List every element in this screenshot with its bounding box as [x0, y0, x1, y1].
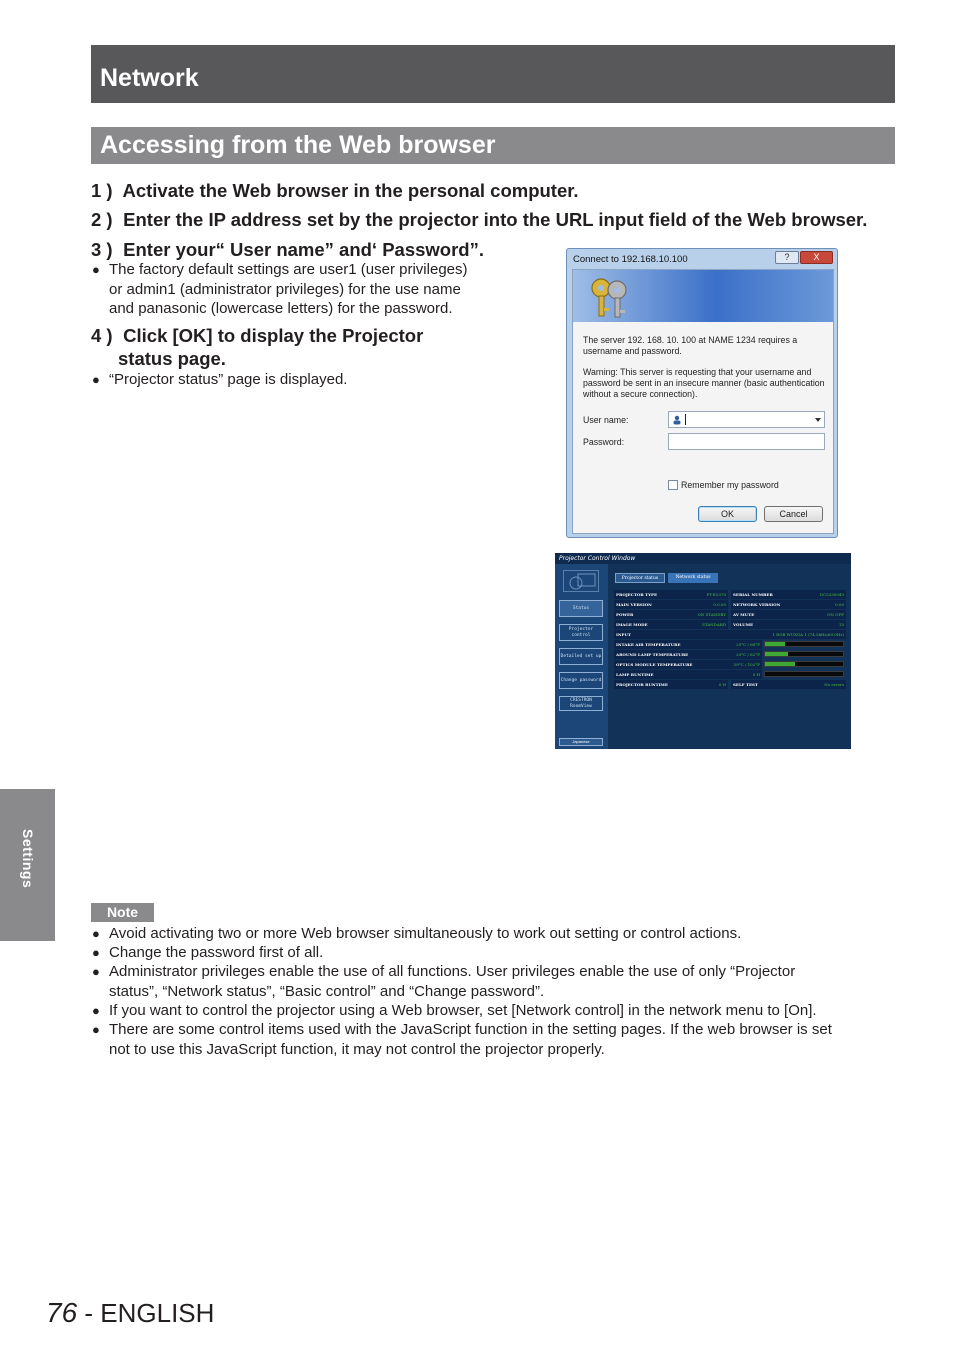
bullet-icon: ● [92, 1022, 100, 1037]
note-text: If you want to control the projector using a Web browser, set [Network control] in the network menu to [On]. [109, 1002, 817, 1019]
step-number: 4 ) [91, 325, 113, 346]
row-label: MAIN VERSION [614, 600, 728, 609]
dialog-warning [583, 367, 829, 399]
dialog-message [583, 335, 829, 357]
warning-line: Warning: This server is requesting that your username and [583, 367, 812, 377]
keys-icon [583, 274, 643, 320]
sidebar-item-crestron[interactable]: CRESTRON RoomView [559, 696, 603, 711]
table-row [614, 600, 846, 609]
lamp-bar [764, 671, 844, 677]
password-label: Password: [583, 437, 625, 447]
note-text: status”, “Network status”, “Basic control” and “Change password”. [109, 982, 545, 1000]
window-title: Projector Control Window [555, 553, 851, 564]
table-row [614, 620, 846, 629]
warning-line: password be sent in an insecure manner (basic authentication [583, 377, 825, 388]
table-row [614, 630, 846, 639]
settings-side-tab [0, 789, 55, 941]
tab-network-status[interactable]: Network status [668, 573, 718, 583]
table-row [614, 680, 846, 689]
tab-projector-status[interactable]: Projector status [615, 573, 665, 583]
row-label: OPTICS MODULE TEMPERATURE [614, 660, 762, 669]
note-text: Change the password first of all. [109, 944, 324, 961]
table-row [614, 650, 846, 659]
footer-language: ENGLISH [100, 1298, 215, 1328]
temperature-bar [764, 651, 844, 657]
bullet-line: and panasonic (lowercase letters) for the password. [109, 300, 453, 317]
table-row [614, 640, 846, 649]
dialog-title: Connect to 192.168.10.100 [573, 254, 688, 265]
row-label: SERIAL NUMBER [731, 590, 846, 599]
bullet-line: “Projector status” page is displayed. [109, 371, 348, 388]
ok-button[interactable]: OK [698, 506, 757, 522]
row-label: VOLUME [731, 620, 846, 629]
row-value: 39°C / 102°F [733, 662, 760, 667]
username-label: User name: [583, 415, 629, 425]
warning-line: without a secure connection). [583, 388, 698, 399]
page-footer [46, 1297, 214, 1329]
table-row [614, 590, 846, 599]
step-4 [91, 325, 423, 347]
sidebar-item-status[interactable]: Status [559, 600, 603, 617]
side-tab-label: Settings [20, 829, 36, 889]
table-row [614, 670, 846, 679]
bullet-line: or admin1 (administrator privileges) for the use name [109, 280, 461, 298]
status-panel [608, 564, 851, 749]
row-value: 29°C / 82°F [736, 652, 760, 657]
step-number: 2 ) [91, 209, 113, 230]
bullet-icon: ● [92, 926, 100, 941]
help-button[interactable]: ? [775, 251, 799, 264]
sidebar-item-detailed-set-up[interactable]: Detailed set up [559, 648, 603, 665]
temperature-bar [764, 641, 844, 647]
row-value: 0 H [752, 672, 760, 677]
row-value: 25°C / 68°F [736, 642, 760, 647]
row-label: AROUND LAMP TEMPERATURE [614, 650, 762, 659]
step-text: Click [OK] to display the Projector [123, 325, 424, 346]
text-cursor [685, 414, 686, 425]
section-header [91, 45, 895, 103]
control-sidebar [555, 564, 608, 749]
step-number: 1 ) [91, 180, 113, 201]
projector-control-window-screenshot [555, 553, 851, 749]
bullet-icon: ● [92, 1003, 100, 1018]
row-value: 0 H [718, 682, 726, 687]
row-label: POWER [614, 610, 728, 619]
cancel-button[interactable]: Cancel [764, 506, 823, 522]
subsection-header [91, 127, 895, 164]
bullet-icon: ● [92, 262, 100, 277]
step-3 [91, 239, 484, 261]
subsection-title: Accessing from the Web browser [100, 131, 496, 159]
row-value: No errors [824, 682, 844, 687]
step-1 [91, 180, 579, 202]
note-text: Administrator privileges enable the use of all functions. User privileges enable the use of only “Projector [109, 963, 796, 980]
bullet-icon: ● [92, 964, 100, 979]
note-item [92, 1020, 892, 1059]
step-4-cont [118, 348, 226, 370]
close-button[interactable]: X [800, 251, 833, 264]
japanese-button[interactable]: Japanese [559, 738, 603, 746]
step-number: 3 ) [91, 239, 113, 260]
row-value: 1 RGB WUXGA 1 (74.5kHz/60.0Hz) [772, 632, 844, 637]
login-dialog-screenshot [566, 248, 838, 538]
row-value: 0.0.00 [713, 602, 726, 607]
row-label: PROJECTOR TYPE [614, 590, 728, 599]
password-field[interactable] [668, 433, 825, 450]
dialog-body [572, 269, 834, 534]
section-title: Network [100, 64, 199, 92]
step-text: Enter your“ User name” and‘ Password”. [123, 239, 484, 260]
row-value: 15 [838, 622, 844, 627]
row-label: LAMP RUNTIME [614, 670, 762, 679]
step-text: Enter the IP address set by the projector into the URL input field of the Web browser. [123, 209, 868, 230]
note-item [92, 943, 892, 963]
note-text: Avoid activating two or more Web browser simultaneously to work out setting or control actions. [109, 925, 742, 942]
row-label: INPUT [614, 630, 846, 639]
note-item [92, 924, 892, 944]
row-label: NETWORK VERSION [731, 600, 846, 609]
sidebar-item-projector-control[interactable]: Projector control [559, 624, 603, 641]
remember-checkbox[interactable] [668, 480, 678, 490]
bullet-icon: ● [92, 372, 100, 387]
username-field[interactable] [668, 411, 825, 428]
remember-label: Remember my password [681, 480, 779, 490]
projector-logo-icon [563, 570, 599, 592]
message-line: The server 192. 168. 10. 100 at NAME 1234 requires a [583, 335, 798, 345]
page-number: 76 [46, 1297, 78, 1328]
row-label: AV MUTE [731, 610, 846, 619]
message-line: username and password. [583, 345, 682, 356]
bar-fill [765, 652, 788, 656]
chevron-down-icon[interactable] [815, 418, 821, 422]
footer-separator: - [77, 1298, 101, 1328]
note-item [92, 962, 892, 1001]
temperature-bar [764, 661, 844, 667]
note-text: not to use this JavaScript function, it may not control the projector properly. [109, 1040, 605, 1058]
bullet-icon: ● [92, 945, 100, 960]
table-row [614, 610, 846, 619]
row-label: PROJECTOR RUNTIME [614, 680, 728, 689]
step-text: Activate the Web browser in the personal computer. [122, 180, 579, 201]
note-item [92, 1001, 892, 1021]
row-value: ON STANDBY [697, 612, 726, 617]
row-value: PT-E2370 [706, 592, 726, 597]
sidebar-item-change-password[interactable]: Change password [559, 672, 603, 689]
row-value: STANDARD [702, 622, 726, 627]
note-label: Note [91, 903, 154, 922]
row-label: IMAGE MODE [614, 620, 728, 629]
user-icon [672, 415, 682, 425]
row-value: DC5330049 [819, 592, 844, 597]
row-value: ON OFF [827, 612, 844, 617]
bar-fill [765, 662, 795, 666]
note-text: There are some control items used with the JavaScript function in the setting pages. If the web browser is set [109, 1021, 832, 1038]
bullet-line: The factory default settings are user1 (user privileges) [109, 261, 468, 278]
row-label: INTAKE AIR TEMPERATURE [614, 640, 762, 649]
dialog-banner [573, 270, 833, 322]
row-value: 0.00 [835, 602, 844, 607]
step-text: status page. [118, 348, 226, 369]
row-label: SELF TEST [731, 680, 846, 689]
bar-fill [765, 642, 785, 646]
table-row [614, 660, 846, 669]
step-3-bullet [92, 260, 512, 319]
step-4-bullet [92, 370, 512, 390]
step-2 [91, 209, 867, 231]
